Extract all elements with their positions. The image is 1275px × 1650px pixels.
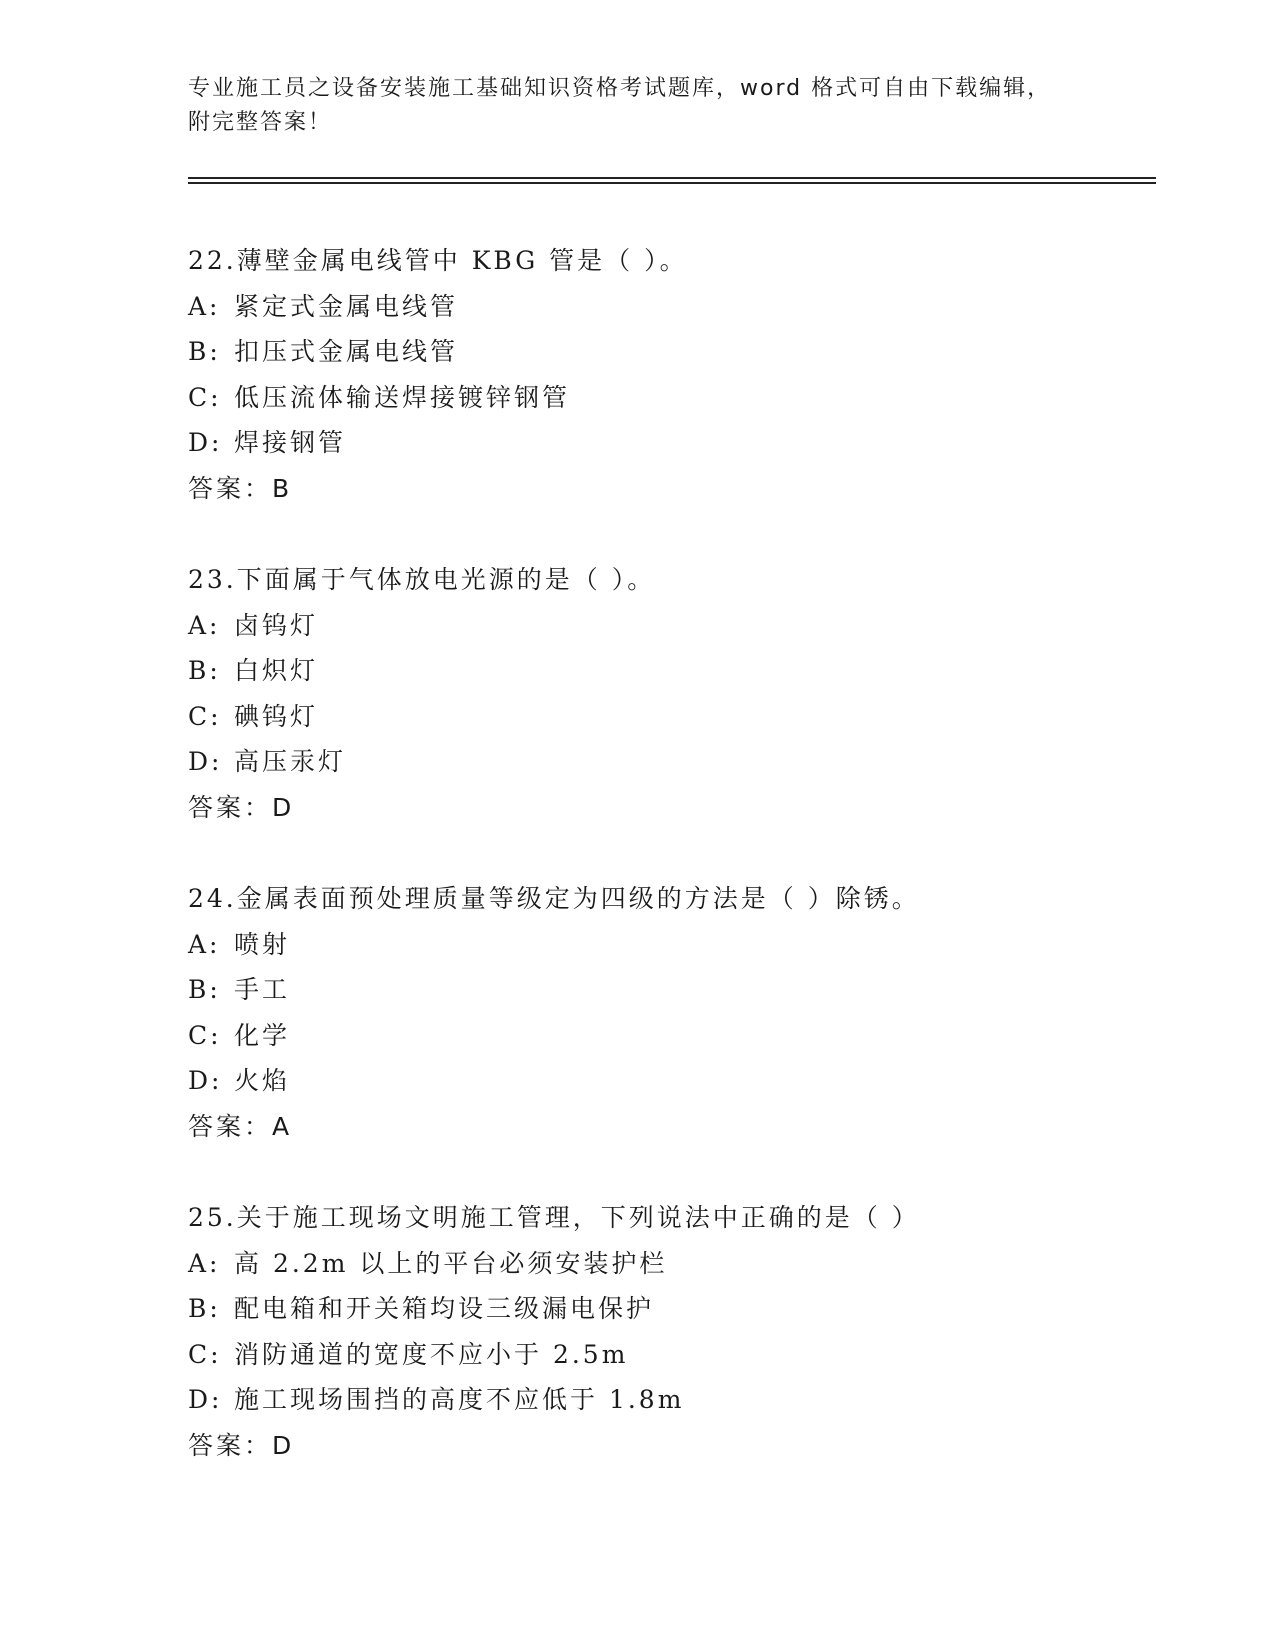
- answer-line: 答案：A: [188, 1111, 293, 1141]
- option-b: [188, 967, 1156, 1013]
- option-c: [188, 375, 1156, 421]
- option-text: 紧定式金属电线管: [234, 291, 459, 321]
- option-d: [188, 1377, 1156, 1423]
- option-text: 配电箱和开关箱均设三级漏电保护: [234, 1294, 655, 1323]
- question-list: [188, 238, 1156, 1468]
- option-letter: C:: [188, 382, 222, 412]
- option-a: [188, 284, 1156, 330]
- option-text: 焊接钢管: [234, 428, 347, 457]
- document-header: [188, 72, 1088, 140]
- option-c: [188, 1013, 1156, 1059]
- option-letter: B:: [188, 975, 221, 1004]
- option-letter: B:: [188, 337, 221, 366]
- answer-line: 答案：B: [188, 473, 293, 503]
- answer-line: 答案：D: [188, 792, 295, 822]
- option-letter: D:: [188, 1385, 223, 1414]
- option-d: [188, 420, 1156, 466]
- option-letter: A:: [188, 291, 221, 321]
- question-stem: 23.下面属于气体放电光源的是（ ）。: [188, 565, 656, 594]
- header-divider-bottom: [188, 182, 1156, 184]
- answer-line: 答案：D: [188, 1430, 295, 1460]
- question-25: [188, 1195, 1156, 1468]
- question-24: [188, 876, 1156, 1149]
- option-letter: B:: [188, 656, 221, 685]
- header-line-1: 专业施工员之设备安装施工基础知识资格考试题库，word 格式可自由下载编辑，: [188, 76, 1052, 101]
- option-d: [188, 1058, 1156, 1104]
- option-text: 喷射: [234, 929, 291, 959]
- question-23: [188, 557, 1156, 830]
- option-letter: D:: [188, 1066, 223, 1095]
- option-text: 施工现场围挡的高度不应低于 1.8m: [234, 1385, 685, 1414]
- option-letter: B:: [188, 1294, 221, 1323]
- option-text: 碘钨灯: [234, 701, 319, 731]
- option-c: [188, 694, 1156, 740]
- option-text: 化学: [234, 1020, 291, 1050]
- question-stem: 22.薄壁金属电线管中 KBG 管是（ ）。: [188, 246, 688, 275]
- option-d: [188, 739, 1156, 785]
- option-letter: A:: [188, 929, 221, 959]
- option-letter: D:: [188, 428, 223, 457]
- option-letter: C:: [188, 1020, 222, 1050]
- option-letter: A:: [188, 610, 221, 640]
- option-letter: C:: [188, 1339, 222, 1369]
- option-a: [188, 603, 1156, 649]
- option-text: 白炽灯: [234, 656, 319, 685]
- option-letter: A:: [188, 1248, 221, 1278]
- header-line-2: 附完整答案！: [188, 110, 333, 135]
- option-text: 高 2.2m 以上的平台必须安装护栏: [234, 1248, 668, 1278]
- option-text: 扣压式金属电线管: [234, 337, 459, 366]
- option-b: [188, 648, 1156, 694]
- option-text: 手工: [234, 975, 291, 1004]
- question-stem: 25.关于施工现场文明施工管理，下列说法中正确的是（ ）: [188, 1203, 920, 1232]
- option-text: 火焰: [234, 1066, 291, 1095]
- option-a: [188, 1241, 1156, 1287]
- option-b: [188, 329, 1156, 375]
- option-a: [188, 922, 1156, 968]
- header-divider-top: [188, 177, 1156, 179]
- option-b: [188, 1286, 1156, 1332]
- option-c: [188, 1332, 1156, 1378]
- option-text: 消防通道的宽度不应小于 2.5m: [234, 1339, 629, 1369]
- option-text: 高压汞灯: [234, 747, 347, 776]
- question-22: [188, 238, 1156, 511]
- option-letter: C:: [188, 701, 222, 731]
- option-text: 低压流体输送焊接镀锌钢管: [234, 382, 571, 412]
- option-text: 卤钨灯: [234, 610, 319, 640]
- question-stem: 24.金属表面预处理质量等级定为四级的方法是（ ）除锈。: [188, 884, 920, 913]
- option-letter: D:: [188, 747, 223, 776]
